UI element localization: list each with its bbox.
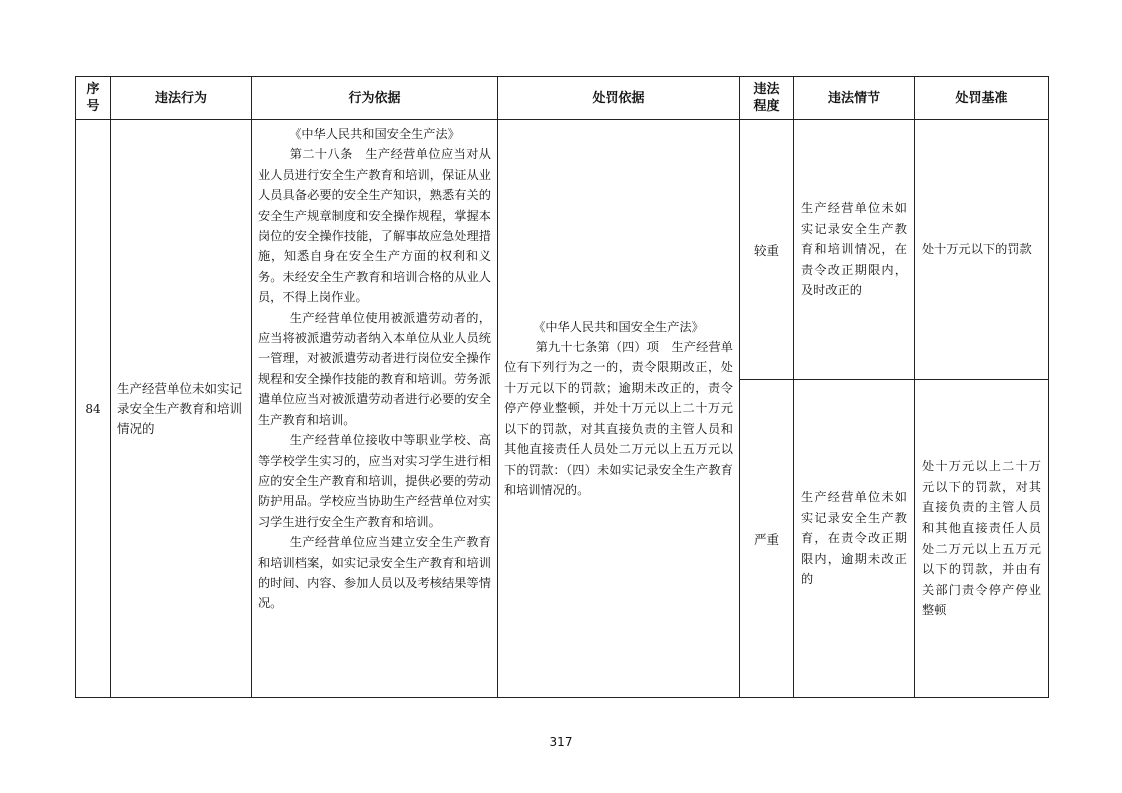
regulation-table [75,76,1049,698]
page-number: 317 [549,735,573,749]
header-penalty-basis: 处罚依据 [498,77,740,120]
header-degree: 违法程度 [740,77,794,120]
header-row [76,77,1049,120]
basis-law-title: 《中华人民共和国安全生产法》 [289,127,460,141]
table-row [76,120,1049,380]
penalty-text: 第九十七条第（四）项 生产经营单位有下列行为之一的，责令限期改正，处十万元以下的罚款；逾期未改正的，责令停产停业整顿，并处十万元以上二十万元以下的罚款，对其直接负责的主管人员和其他直接责任人员处二万元以上五万元以下的罚款：（四）未如实记录安全生产教育和培训情况的。 [504,340,733,497]
penalty-basis [498,120,740,698]
header-circumstance: 违法情节 [794,77,915,120]
violation-behavior: 生产经营单位未如实记录安全生产教育和培训情况的 [111,120,252,698]
circumstance-level-2: 生产经营单位未如实记录安全生产教育，在责令改正期限内，逾期未改正的 [794,380,915,698]
row-seq: 84 [76,120,111,698]
basis-paragraph: 生产经营单位应当建立安全生产教育和培训档案，如实记录安全生产教育和培训的时间、内容、参加人员以及考核结果等情况。 [258,535,491,611]
degree-level-1: 较重 [740,120,794,380]
header-seq: 序号 [76,77,111,120]
header-violation: 违法行为 [111,77,252,120]
header-standard: 处罚基准 [915,77,1049,120]
circumstance-level-1: 生产经营单位未如实记录安全生产教育和培训情况，在责令改正期限内，及时改正的 [794,120,915,380]
behavior-basis [252,120,498,698]
standard-level-1: 处十万元以下的罚款 [915,120,1049,380]
basis-paragraph: 生产经营单位接收中等职业学校、高等学校学生实习的，应当对实习学生进行相应的安全生产教育和培训，提供必要的劳动防护用品。学校应当协助生产经营单位对实习学生进行安全生产教育和培训。 [258,433,491,529]
basis-paragraph: 第二十八条 生产经营单位应当对从业人员进行安全生产教育和培训，保证从业人员具备必要的安全生产知识，熟悉有关的安全生产规章制度和安全操作规程，掌握本岗位的安全操作技能，了解事故应急处理措施，知悉自身在安全生产方面的权利和义务。未经安全生产教育和培训合格的从业人员，不得上岗作业。 [258,147,491,305]
header-basis: 行为依据 [252,77,498,120]
degree-level-2: 严重 [740,380,794,698]
penalty-law-title: 《中华人民共和国安全生产法》 [533,319,704,334]
basis-paragraph: 生产经营单位使用被派遣劳动者的，应当将被派遣劳动者纳入本单位从业人员统一管理，对被派遣劳动者进行岗位安全操作规程和安全操作技能的教育和培训。劳务派遣单位应当对被派遣劳动者进行必要的安全生产教育和培训。 [258,310,491,427]
standard-level-2: 处十万元以上二十万元以下的罚款，对其直接负责的主管人员和其他直接责任人员处二万元以上五万元以下的罚款，并由有关部门责令停产停业整顿 [915,380,1049,698]
